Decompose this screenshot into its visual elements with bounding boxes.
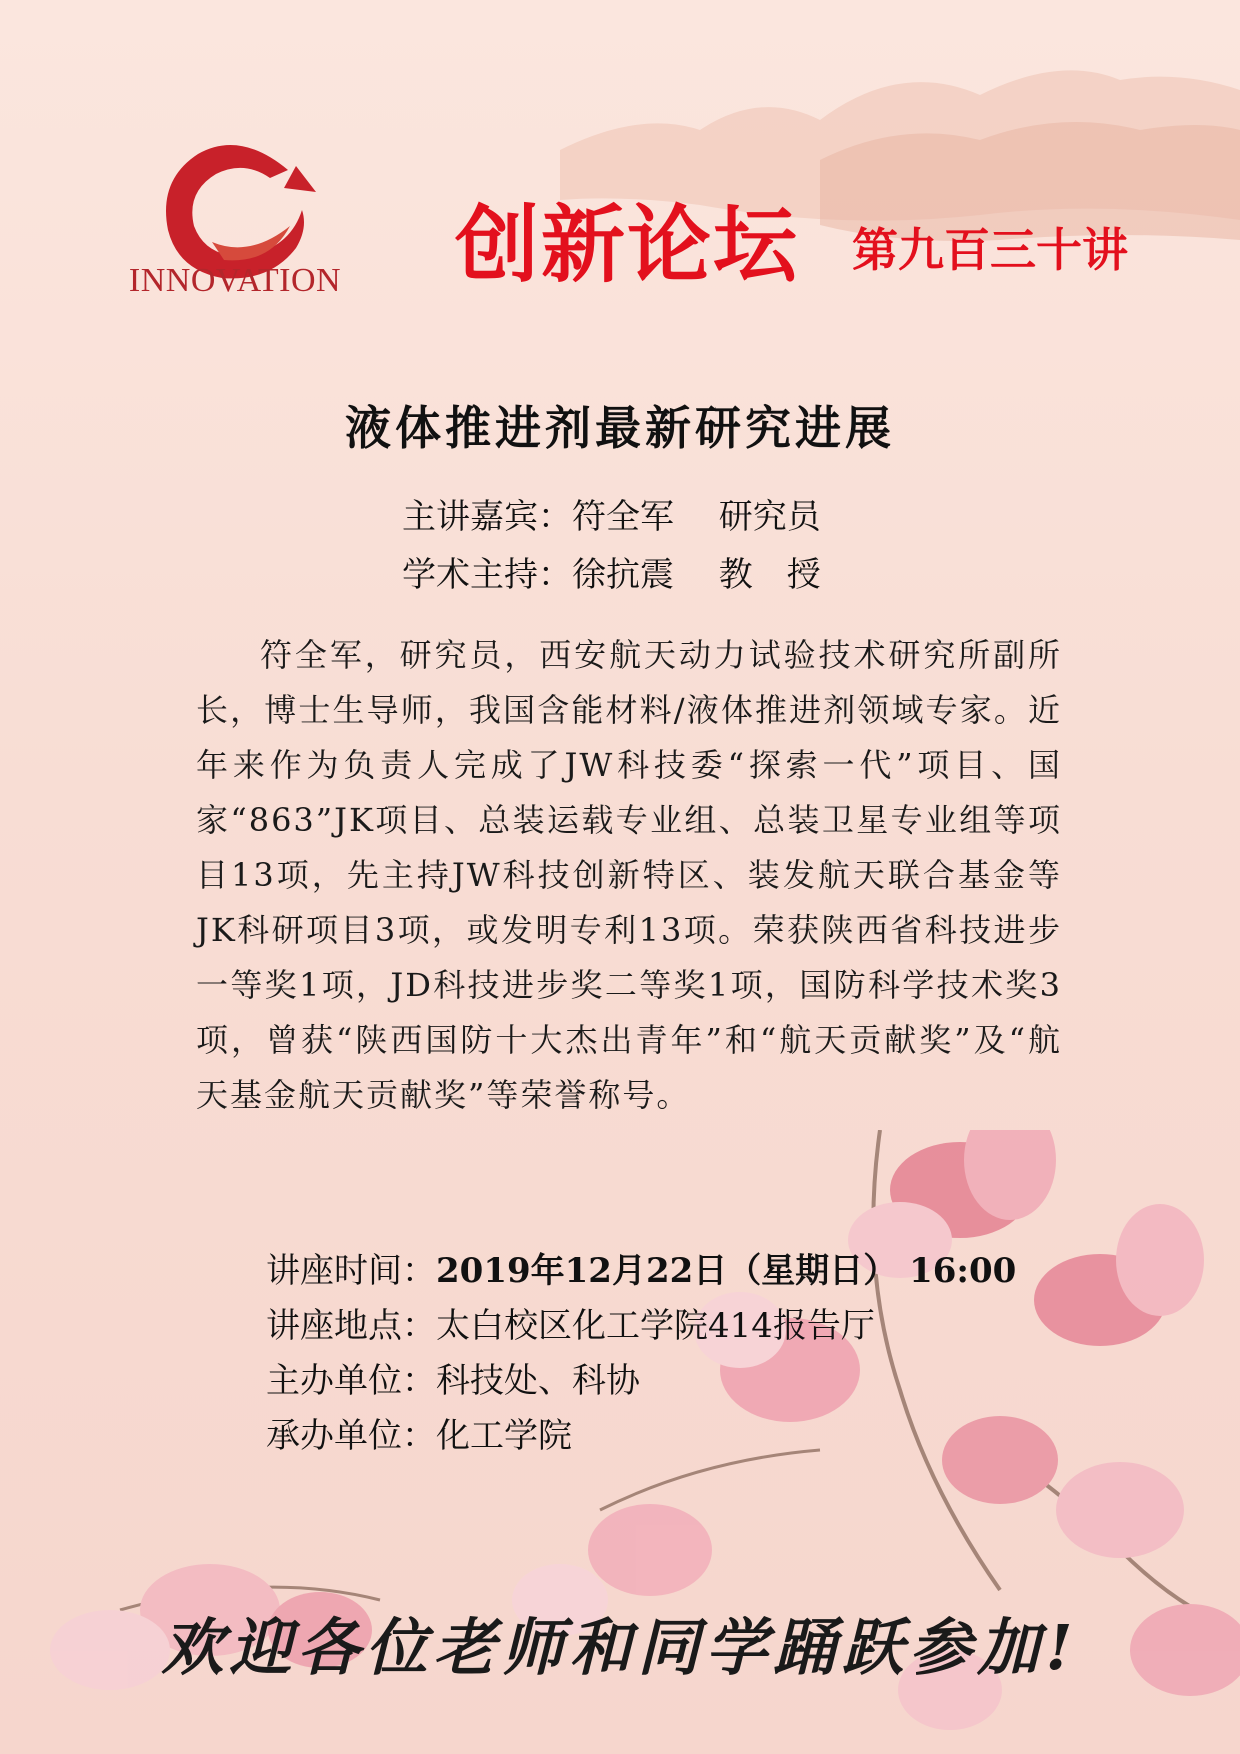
lecture-info-block [266,1244,1016,1464]
lecture-place-label: 讲座地点： [266,1306,436,1346]
lecture-time-row [266,1244,1016,1299]
organizer-label: 主办单位： [266,1361,436,1401]
lecture-time-label: 讲座时间： [266,1251,436,1291]
speaker-host-block [402,488,821,604]
lecture-time-value: 2019年12月22日（星期日） 16:00 [436,1251,1017,1291]
welcome-message: 欢迎各位老师和同学踊跃参加! [161,1611,1079,1684]
talk-title: 液体推进剂最新研究进展 [345,401,895,455]
undertaker-value: 化工学院 [436,1416,572,1456]
undertaker-row [266,1409,1016,1464]
speaker-bio: 符全军，研究员，西安航天动力试验技术研究所副所长，博士生导师，我国含能材料/液体推进剂领域专家。近年来作为负责人完成了JW科技委“探索一代”项目、国家“863”JK项目、总装运载专业组、总装卫星专业组等项目13项，先主持JW科技创新特区、装发航天联合基金等JK科研项目3项，或发明专利13项。荣获陕西省科技进步一等奖1项，JD科技进步奖二等奖1项，国防科学技术奖3项，曾获“陕西国防十大杰出青年”和“航天贡献奖”及“航天基金航天贡献奖”等荣誉称号。 [196,636,1062,1114]
logo-text: INNOVATION [128,262,342,299]
lecture-place-row [266,1299,1016,1354]
lecture-number: 第九百三十讲 [852,223,1128,277]
organizer-row [266,1354,1016,1409]
undertaker-label: 承办单位： [266,1416,436,1456]
speaker-line: 主讲嘉宾：符全军 研究员 [402,497,821,537]
lecture-place-value: 太白校区化工学院414报告厅 [436,1306,875,1346]
organizer-value: 科技处、科协 [436,1361,640,1401]
host-line: 学术主持：徐抗震 教 授 [402,555,821,595]
forum-title: 创新论坛 [455,196,800,294]
